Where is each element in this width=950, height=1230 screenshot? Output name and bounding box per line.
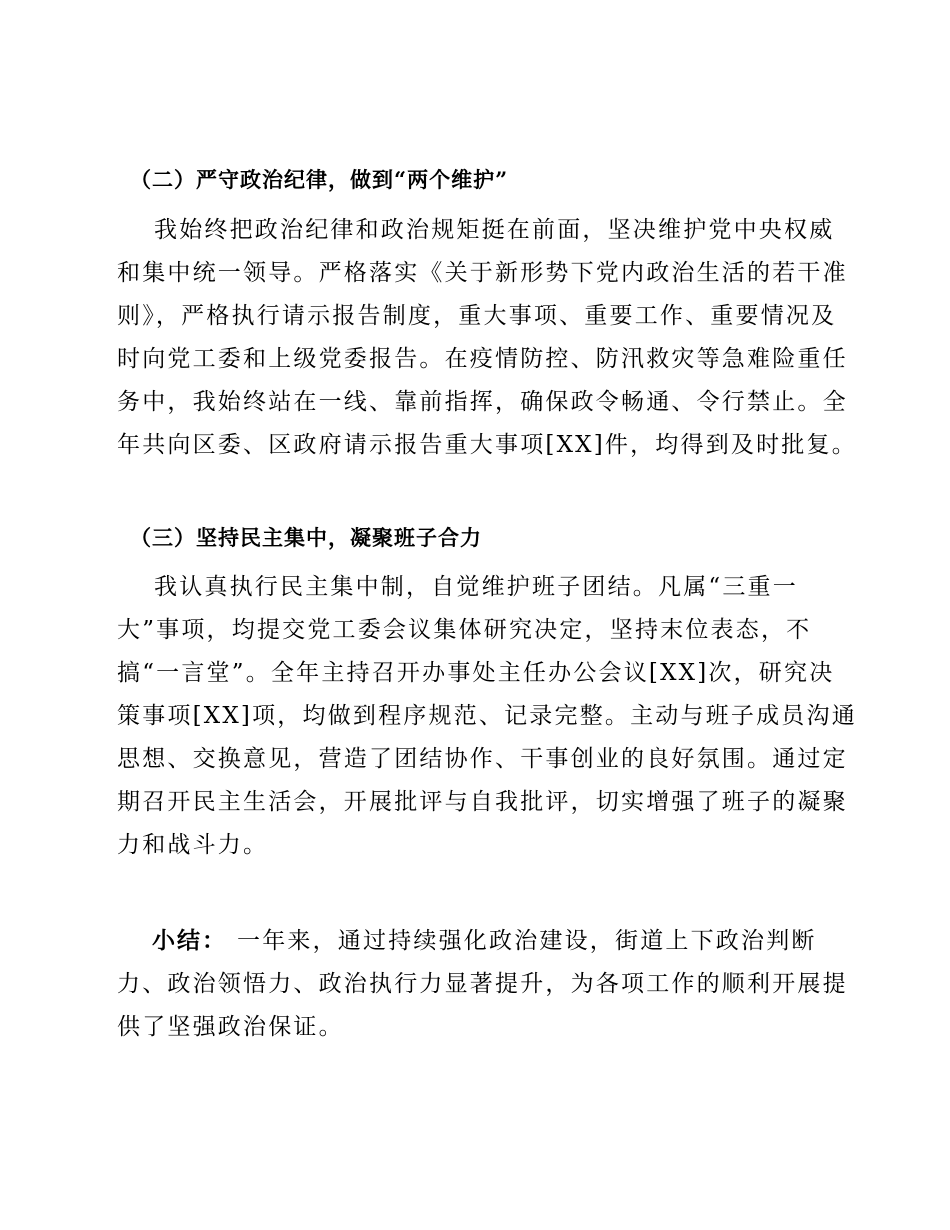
section-heading: （三）坚持民主集中，凝聚班子合力	[130, 525, 482, 550]
summary-first-line	[152, 922, 817, 955]
paragraph-line: 时向党工委和上级党委报告。在疫情防控、防汛救灾等急难险重任	[117, 346, 848, 372]
paragraph-line: 力、政治领悟力、政治执行力显著提升，为各项工作的顺利开展提	[117, 971, 848, 997]
paragraph-line: 搞“一言堂”。全年主持召开办事处主任办公会议[XX]次，研究决	[117, 660, 835, 686]
section-heading: （二）严守政治纪律，做到“两个维护”	[130, 167, 509, 192]
paragraph-line: 和集中统一领导。严格落实《关于新形势下党内政治生活的若干准	[117, 260, 848, 286]
paragraph-line: 大”事项，均提交党工委会议集体研究决定，坚持末位表态，不	[117, 617, 812, 643]
summary-label: 小结：	[152, 927, 227, 954]
paragraph-line: 年共向区委、区政府请示报告重大事项[XX]件，均得到及时批复。	[117, 432, 857, 458]
paragraph-line: 则》，严格执行请示报告制度，重大事项、重要工作、重要情况及	[117, 303, 837, 329]
paragraph-line: 策事项[XX]项，均做到程序规范、记录完整。主动与班子成员沟通	[117, 703, 857, 729]
summary-text: 一年来，通过持续强化政治建设，街道上下政治判断	[237, 928, 817, 954]
paragraph-line: 期召开民主生活会，开展批评与自我批评，切实增强了班子的凝聚	[117, 789, 848, 815]
paragraph-line: 我始终把政治纪律和政治规矩挺在前面，坚决维护党中央权威	[154, 217, 835, 243]
paragraph-line: 供了坚强政治保证。	[117, 1014, 344, 1040]
paragraph-line: 力和战斗力。	[117, 832, 269, 858]
paragraph-line: 我认真执行民主集中制，自觉维护班子团结。凡属“三重一	[154, 574, 798, 600]
paragraph-line: 务中，我始终站在一线、靠前指挥，确保政令畅通、令行禁止。全	[117, 389, 848, 415]
paragraph-line: 思想、交换意见，营造了团结协作、干事创业的良好氛围。通过定	[117, 746, 848, 772]
